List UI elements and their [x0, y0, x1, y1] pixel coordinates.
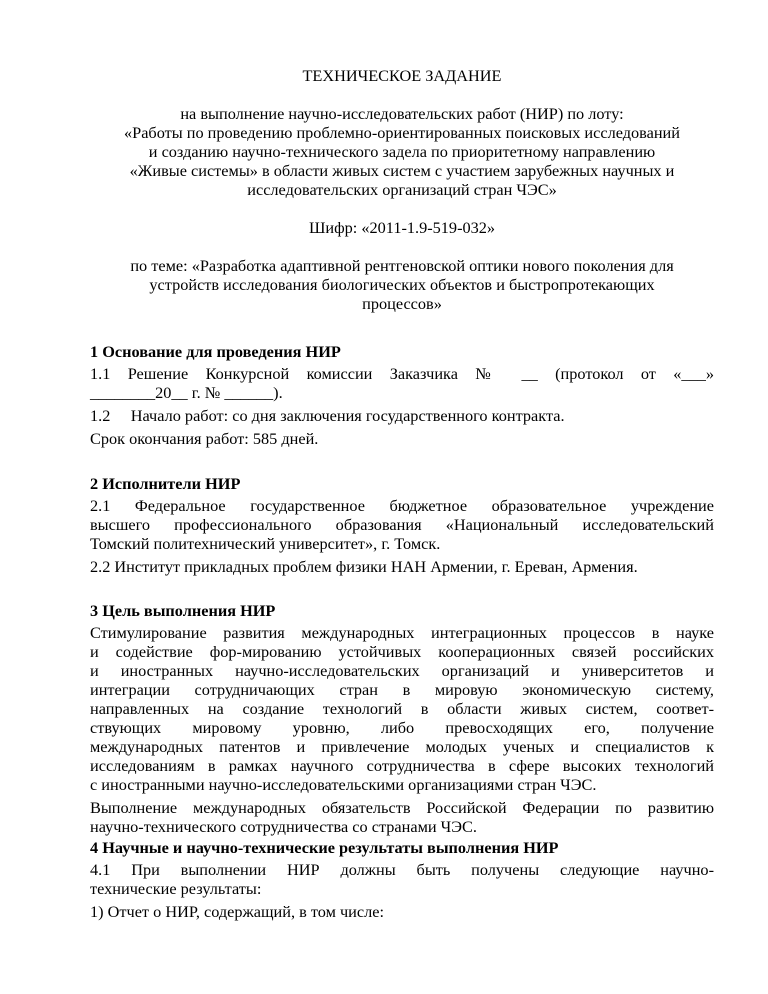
section-4-paragraph-1-line-1: 4.1 При выполнении НИР должны быть получены следующие научно- [90, 860, 714, 879]
section-3 [90, 601, 714, 836]
lot-line-3: и созданию научно-технического задела по приоритетному направлению [148, 142, 656, 161]
section-2 [90, 474, 714, 576]
section-3-paragraph-1-line: Стимулирование развития международных интеграционных процессов в науке [90, 623, 714, 642]
section-2-heading: 2 Исполнители НИР [90, 474, 241, 493]
lot-line-2: «Работы по проведению проблемно-ориентированных поисковых исследований [124, 123, 680, 142]
section-1-paragraph-2: 1.2 Начало работ: со дня заключения государственного контракта. [90, 406, 565, 425]
section-2-paragraph-2: 2.2 Институт прикладных проблем физики НАН Армении, г. Ереван, Армения. [90, 557, 638, 576]
section-2-paragraph-1-line-2: высшего профессионального образования «Национальный исследовательский [90, 515, 714, 534]
section-3-paragraph-1-line: с иностранными научно-исследовательскими организациями стран ЧЭС. [90, 775, 597, 794]
lot-line-1: на выполнение научно-исследовательских работ (НИР) по лоту: [180, 104, 624, 123]
section-3-paragraph-1 [90, 623, 714, 794]
section-1 [90, 342, 714, 448]
section-3-paragraph-1-line: интеграции сотрудничающих стран в мировую экономическую систему, [90, 680, 714, 699]
section-1-paragraph-3: Срок окончания работ: 585 дней. [90, 429, 319, 448]
section-2-paragraph-1-line-1: 2.1 Федеральное государственное бюджетное образовательное учреждение [90, 496, 714, 515]
section-3-paragraph-2-line-2: научно-технического сотрудничества со странами ЧЭС. [90, 817, 477, 836]
section-3-paragraph-2-line-1: Выполнение международных обязательств Российской Федерации по развитию [90, 798, 714, 817]
document-title: ТЕХНИЧЕСКОЕ ЗАДАНИЕ [302, 66, 502, 85]
section-3-paragraph-1-line: исследованиям в рамках научного сотрудничества в сфере высоких технологий [90, 756, 714, 775]
section-4-heading: 4 Научные и научно-технические результаты выполнения НИР [90, 838, 559, 857]
section-1-heading: 1 Основание для проведения НИР [90, 342, 341, 361]
section-2-paragraph-1-line-3: Томский политехнический университет», г. Томск. [90, 534, 441, 553]
lot-line-4: «Живые системы» в области живых систем с участием зарубежных научных и [129, 161, 675, 180]
lot-description [90, 104, 714, 199]
section-1-paragraph-1-line-1: 1.1 Решение Конкурсной комиссии Заказчика № __ (протокол от «___» [90, 364, 714, 383]
section-3-heading: 3 Цель выполнения НИР [90, 601, 276, 620]
cipher-line: Шифр: «2011-1.9-519-032» [308, 218, 496, 237]
section-4-paragraph-2: 1) Отчет о НИР, содержащий, в том числе: [90, 902, 384, 921]
section-4 [90, 838, 714, 921]
section-3-paragraph-1-line: и содействие фор-мированию устойчивых кооперационных связей российских [90, 642, 714, 661]
theme-line-3: процессов» [362, 294, 442, 313]
section-3-paragraph-1-line: направленных на создание технологий в области живых систем, соответ- [90, 699, 714, 718]
section-1-paragraph-1-line-2: ________20__ г. № ______). [90, 383, 283, 402]
section-3-paragraph-1-line: и иностранных научно-исследовательских организаций и университетов и [90, 661, 714, 680]
section-3-paragraph-1-line: ствующих мировому уровню, либо превосходящих его, получение [90, 718, 714, 737]
theme-description [90, 256, 714, 313]
section-4-paragraph-1-line-2: технические результаты: [90, 879, 262, 898]
lot-line-5: исследовательских организаций стран ЧЭС» [247, 180, 557, 199]
section-3-paragraph-1-line: международных патентов и привлечение молодых ученых и специалистов к [90, 737, 714, 756]
theme-line-2: устройств исследования биологических объектов и быстропротекающих [149, 275, 655, 294]
theme-line-1: по теме: «Разработка адаптивной рентгеновской оптики нового поколения для [130, 256, 674, 275]
